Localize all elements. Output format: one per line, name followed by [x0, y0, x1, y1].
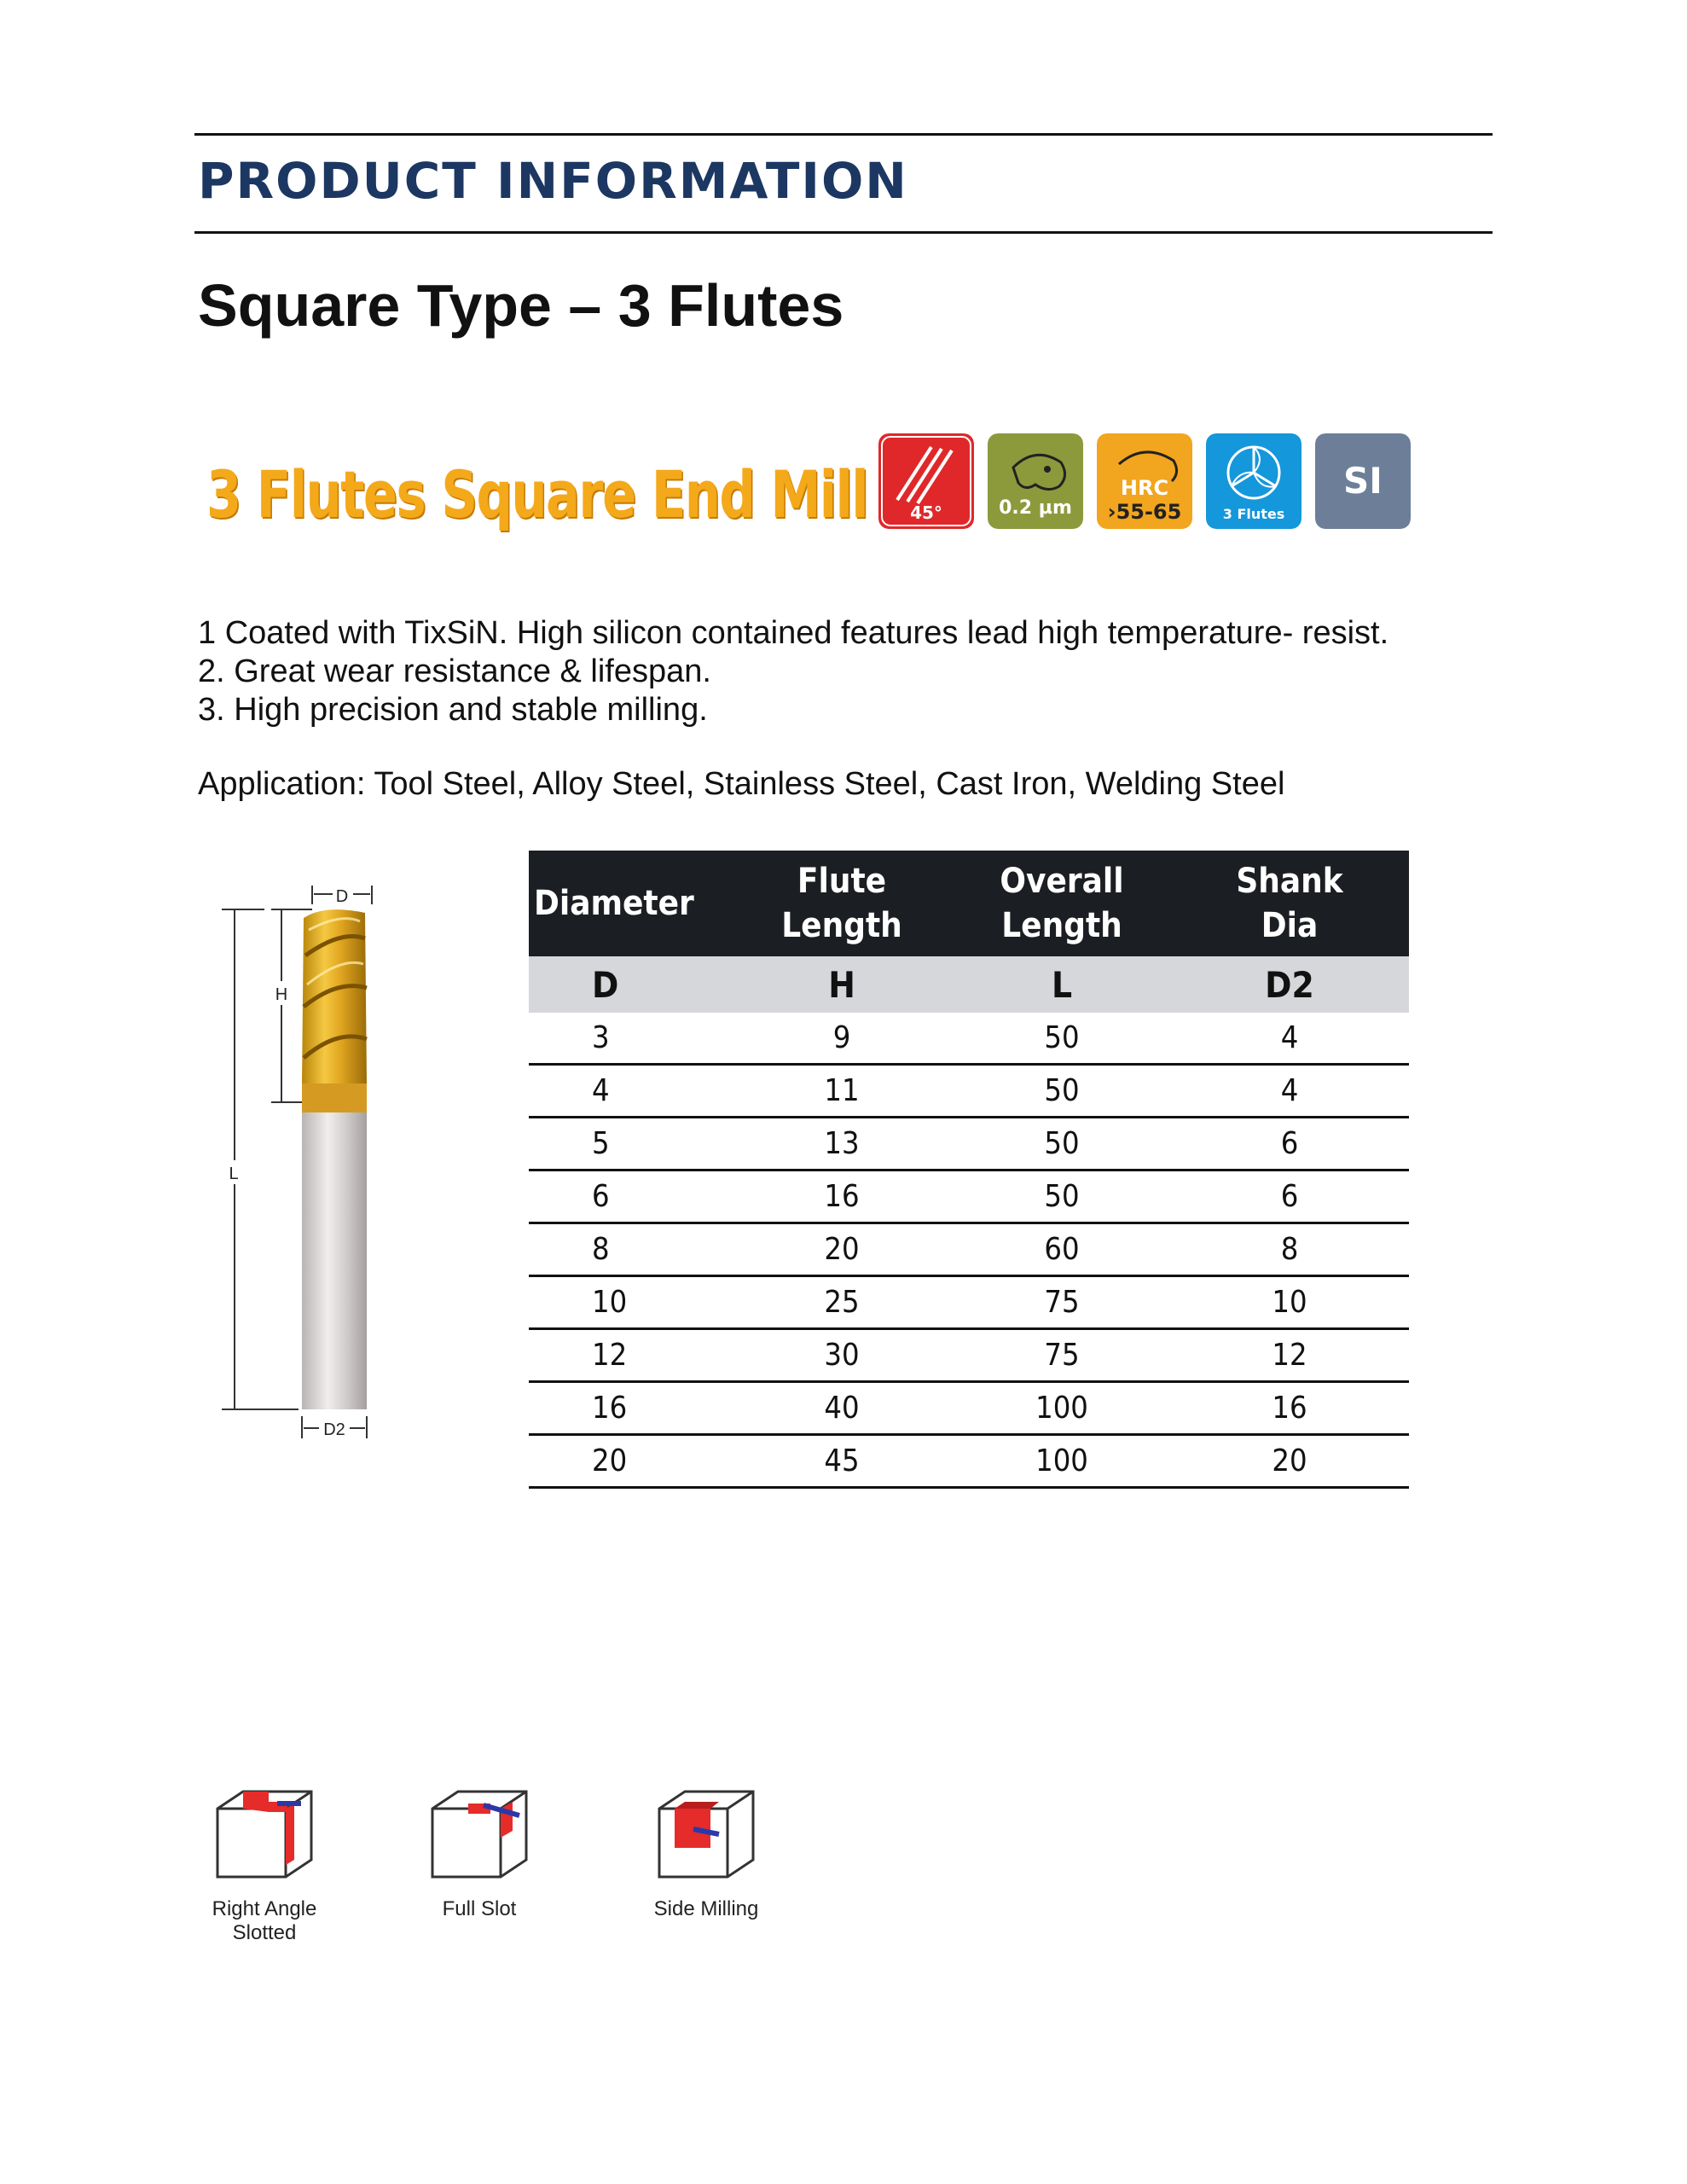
- full-slot-icon: [424, 1774, 535, 1894]
- feature-item: 1 Coated with TixSiN. High silicon contained features lead high temperature- resist.: [198, 615, 1389, 651]
- symbol-cell: D2: [1170, 956, 1409, 1013]
- dim-label-d: D: [335, 887, 349, 906]
- table-row: [529, 1170, 1409, 1223]
- cell-diameter: 16: [529, 1382, 730, 1435]
- application-text: Application: Tool Steel, Alloy Steel, Stainless Steel, Cast Iron, Welding Steel: [198, 766, 1285, 802]
- symbol-cell: D: [529, 956, 730, 1013]
- table-row: [529, 1118, 1409, 1170]
- symbol-cell: H: [730, 956, 954, 1013]
- table-row: [529, 1013, 1409, 1065]
- table-symbol-row: [529, 956, 1409, 1013]
- cell-diameter: 4: [529, 1065, 730, 1118]
- cell-shank-dia: 4: [1170, 1065, 1409, 1118]
- spec-table: [529, 851, 1409, 1489]
- cell-shank-dia: 6: [1170, 1170, 1409, 1223]
- end-mill-diagram: [213, 879, 401, 1459]
- feature-item: 3. High precision and stable milling.: [198, 692, 708, 728]
- cell-overall-length: 100: [954, 1382, 1170, 1435]
- column-header-shank-dia: Shank Dia: [1170, 851, 1409, 956]
- table-row: [529, 1223, 1409, 1276]
- feature-item: 2. Great wear resistance & lifespan.: [198, 653, 711, 689]
- cell-overall-length: 50: [954, 1170, 1170, 1223]
- badge-label: 45°: [910, 502, 942, 523]
- cell-diameter: 10: [529, 1276, 730, 1329]
- column-header-overall-length: Overall Length: [954, 851, 1170, 956]
- cell-diameter: 6: [529, 1170, 730, 1223]
- side-milling-icon: [651, 1774, 762, 1894]
- cell-overall-length: 50: [954, 1013, 1170, 1065]
- cell-overall-length: 100: [954, 1435, 1170, 1488]
- cell-flute-length: 45: [730, 1435, 954, 1488]
- product-banner-title: 3 Flutes Square End Mill: [206, 456, 868, 532]
- cell-shank-dia: 6: [1170, 1118, 1409, 1170]
- cell-flute-length: 30: [730, 1329, 954, 1382]
- cell-diameter: 20: [529, 1435, 730, 1488]
- cell-flute-length: 16: [730, 1170, 954, 1223]
- cell-shank-dia: 12: [1170, 1329, 1409, 1382]
- table-row: [529, 1329, 1409, 1382]
- operation-full-slot: [394, 1774, 565, 1921]
- table-row: [529, 1276, 1409, 1329]
- operation-label: Full Slot: [442, 1897, 517, 1920]
- cell-shank-dia: 4: [1170, 1013, 1409, 1065]
- badge-label: SI: [1343, 460, 1383, 502]
- table-header-row: [529, 851, 1409, 956]
- cell-diameter: 12: [529, 1329, 730, 1382]
- right-angle-slot-icon: [209, 1774, 320, 1894]
- cell-shank-dia: 16: [1170, 1382, 1409, 1435]
- cell-overall-length: 60: [954, 1223, 1170, 1276]
- cell-diameter: 3: [529, 1013, 730, 1065]
- cell-overall-length: 50: [954, 1065, 1170, 1118]
- hrc-tiger-icon: [1097, 433, 1192, 529]
- operation-label: Right Angle Slotted: [212, 1897, 317, 1944]
- table-row: [529, 1435, 1409, 1488]
- column-header-flute-length: Flute Length: [730, 851, 954, 956]
- cell-diameter: 8: [529, 1223, 730, 1276]
- tiger-coating-icon: [988, 433, 1083, 529]
- badge-label: 0.2 µm: [999, 497, 1072, 519]
- feature-list: [198, 614, 1388, 729]
- dim-label-h: H: [275, 985, 288, 1004]
- cell-flute-length: 40: [730, 1382, 954, 1435]
- cell-flute-length: 13: [730, 1118, 954, 1170]
- top-rule: [194, 133, 1493, 136]
- operation-label: Side Milling: [653, 1897, 759, 1920]
- page-title: Square Type – 3 Flutes: [198, 272, 844, 339]
- badge-label: ›55-65: [1107, 500, 1182, 524]
- badge-label: 3 Flutes: [1222, 506, 1285, 522]
- operation-side-milling: [621, 1774, 791, 1921]
- column-header-diameter: Diameter: [529, 851, 730, 956]
- si-coating-icon: [1315, 433, 1411, 529]
- cell-shank-dia: 10: [1170, 1276, 1409, 1329]
- helix-angle-icon: [878, 433, 974, 529]
- table-row: [529, 1382, 1409, 1435]
- symbol-cell: L: [954, 956, 1170, 1013]
- badge-label-top: HRC: [1120, 476, 1169, 500]
- cell-overall-length: 75: [954, 1276, 1170, 1329]
- cell-flute-length: 25: [730, 1276, 954, 1329]
- operation-right-angle-slotted: [179, 1774, 350, 1945]
- cell-diameter: 5: [529, 1118, 730, 1170]
- table-row: [529, 1065, 1409, 1118]
- three-flutes-icon: [1206, 433, 1301, 529]
- cell-flute-length: 9: [730, 1013, 954, 1065]
- bottom-rule: [194, 231, 1493, 234]
- cell-flute-length: 11: [730, 1065, 954, 1118]
- cell-shank-dia: 20: [1170, 1435, 1409, 1488]
- cell-overall-length: 75: [954, 1329, 1170, 1382]
- cell-shank-dia: 8: [1170, 1223, 1409, 1276]
- dim-label-d2: D2: [323, 1420, 345, 1439]
- dim-label-l: L: [229, 1165, 239, 1183]
- cell-overall-length: 50: [954, 1118, 1170, 1170]
- section-title: PRODUCT INFORMATION: [198, 152, 908, 210]
- cell-flute-length: 20: [730, 1223, 954, 1276]
